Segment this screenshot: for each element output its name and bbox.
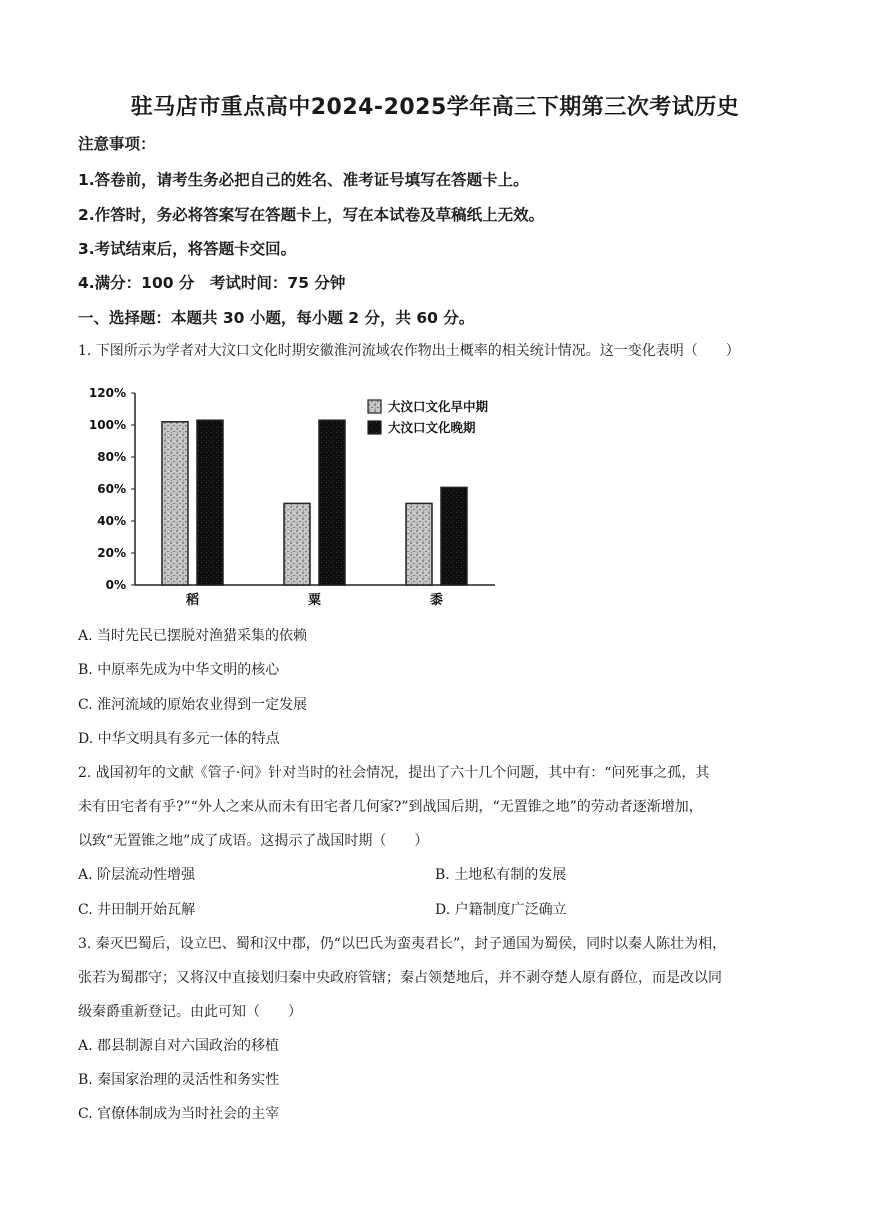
notice-heading: 注意事项： bbox=[78, 135, 156, 153]
q3-option-a: A. 郡县制源自对六国政治的移植 bbox=[78, 1038, 280, 1054]
y-tick-label: 60% bbox=[97, 482, 126, 496]
q2-option-b: B. 土地私有制的发展 bbox=[435, 867, 567, 883]
x-tick-label: 黍 bbox=[429, 593, 444, 608]
y-tick-label: 40% bbox=[97, 514, 126, 528]
section-heading: 一、选择题：本题共 30 小题，每小题 2 分，共 60 分。 bbox=[78, 309, 475, 327]
bar-late-3 bbox=[441, 487, 467, 585]
legend-label-early: 大汶口文化早中期 bbox=[388, 399, 489, 414]
notice-item-2: 2.作答时，务必将答案写在答题卡上，写在本试卷及草稿纸上无效。 bbox=[78, 206, 545, 224]
notice-item-4: 4.满分：100 分 考试时间：75 分钟 bbox=[78, 274, 346, 292]
q2-option-a: A. 阶层流动性增强 bbox=[78, 867, 196, 883]
y-tick-label: 80% bbox=[97, 450, 126, 464]
legend-swatch-late bbox=[368, 421, 381, 434]
bar-late-1 bbox=[197, 420, 223, 585]
q3-option-b: B. 秦国家治理的灵活性和务实性 bbox=[78, 1072, 280, 1088]
exam-title: 驻马店市重点高中2024-2025学年高三下期第三次考试历史 bbox=[130, 95, 740, 120]
q2-option-d: D. 户籍制度广泛确立 bbox=[435, 902, 567, 918]
q3-option-c: C. 官僚体制成为当时社会的主宰 bbox=[78, 1106, 280, 1122]
legend-swatch-early bbox=[368, 400, 381, 413]
notice-item-3: 3.考试结束后，将答题卡交回。 bbox=[78, 240, 297, 258]
q1-option-a: A. 当时先民已摆脱对渔猎采集的依赖 bbox=[78, 628, 308, 644]
q1-option-b: B. 中原率先成为中华文明的核心 bbox=[78, 662, 280, 678]
x-tick-label: 稻 bbox=[185, 593, 200, 608]
q2-option-c: C. 井田制开始瓦解 bbox=[78, 902, 196, 918]
bar-early-1 bbox=[162, 422, 188, 585]
x-tick-label: 粟 bbox=[307, 593, 322, 608]
y-tick-label: 20% bbox=[97, 546, 126, 560]
legend-label-late: 大汶口文化晚期 bbox=[388, 420, 476, 435]
q2-stem-line-2: 未有田宅者有乎?”“外人之来从而未有田宅者几何家?”到战国后期，“无置锥之地”的劳动者逐渐增加， bbox=[78, 799, 703, 815]
q1-bar-chart bbox=[80, 380, 520, 615]
q3-stem-line-2: 张若为蜀郡守；又将汉中直接划归秦中央政府管辖；秦占领楚地后，并不剥夺楚人原有爵位，而是改以同 bbox=[78, 970, 722, 986]
bar-late-2 bbox=[319, 420, 345, 585]
bar-early-3 bbox=[406, 503, 432, 585]
q2-stem-line-1: 2. 战国初年的文献《管子·问》针对当时的社会情况，提出了六十几个问题，其中有：“问死事之孤，其 bbox=[78, 765, 710, 781]
q2-stem-line-3: 以致“无置锥之地”成了成语。这揭示了战国时期（ ） bbox=[78, 833, 429, 849]
notice-item-1: 1.答卷前，请考生务必把自己的姓名、准考证号填写在答题卡上。 bbox=[78, 171, 529, 189]
q1-stem: 1. 下图所示为学者对大汶口文化时期安徽淮河流域农作物出土概率的相关统计情况。这一变化表明（ ） bbox=[78, 343, 740, 359]
q1-option-c: C. 淮河流域的原始农业得到一定发展 bbox=[78, 697, 308, 713]
bar-early-2 bbox=[284, 503, 310, 585]
q3-stem-line-3: 级秦爵重新登记。由此可知（ ） bbox=[78, 1004, 302, 1020]
y-tick-label: 120% bbox=[88, 386, 126, 400]
q1-option-d: D. 中华文明具有多元一体的特点 bbox=[78, 731, 280, 747]
y-tick-label: 0% bbox=[105, 578, 126, 592]
q3-stem-line-1: 3. 秦灭巴蜀后，设立巴、蜀和汉中郡，仍“以巴氏为蛮夷君长”，封子通国为蜀侯，同时以秦人陈壮为相， bbox=[78, 936, 727, 952]
y-tick-label: 100% bbox=[88, 418, 126, 432]
